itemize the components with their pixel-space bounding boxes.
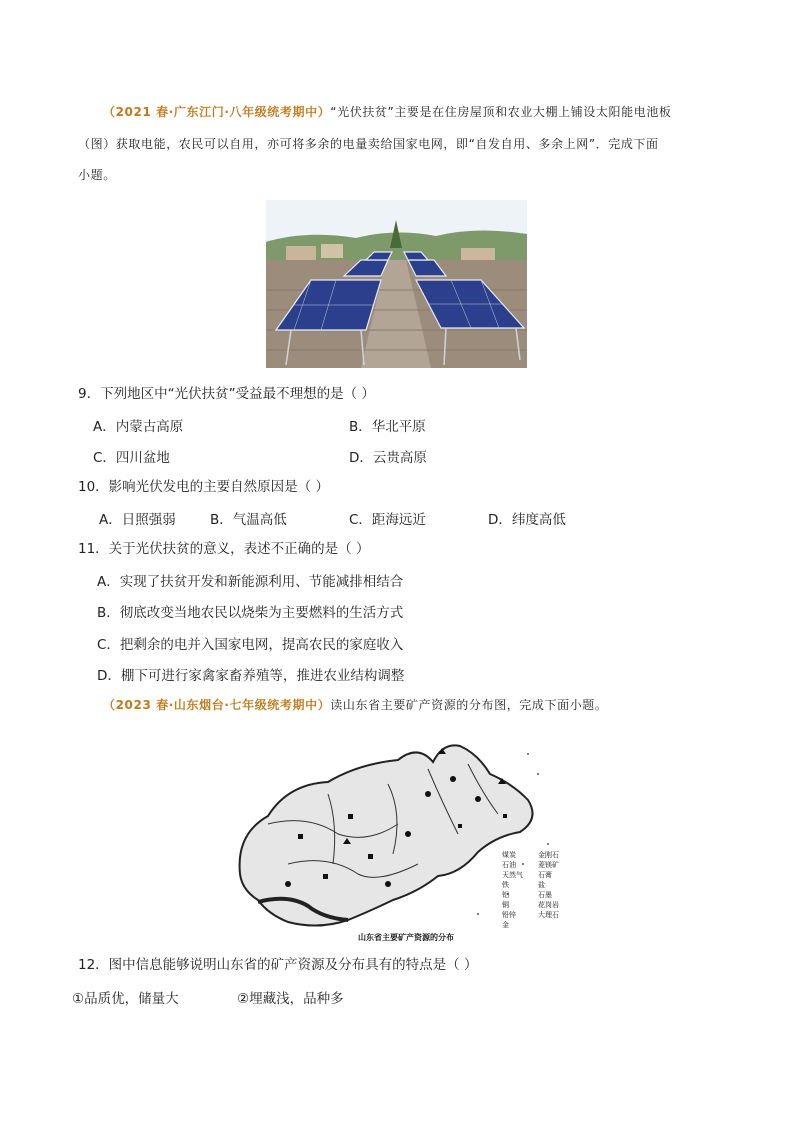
question-12-stem: 12．图中信息能够说明山东省的矿产资源及分布具有的特点是（ ） (78, 957, 478, 973)
passage1-line2: （图）获取电能，农民可以自用，亦可将多余的电量卖给国家电网，即“自发自用、多余上网”．完成下面 (78, 137, 659, 151)
question-10-stem: 10．影响光伏发电的主要自然原因是（ ） (78, 479, 329, 495)
legend-item: 煤炭 (502, 851, 516, 859)
q12-option-2[interactable]: ②埋藏浅，品种多 (237, 991, 344, 1007)
question-9-stem: 9．下列地区中“光伏扶贫”受益最不理想的是（ ） (78, 386, 375, 402)
question-11-stem: 11．关于光伏扶贫的意义，表述不正确的是（ ） (78, 541, 370, 557)
q11-option-a[interactable]: A．实现了扶贫开发和新能源利用、节能减排相结合 (97, 574, 404, 590)
q9-option-c[interactable]: C．四川盆地 (93, 450, 170, 466)
legend-item: 菱镁矿 (538, 861, 559, 869)
source-tag-2023: （2023 春·山东烟台·七年级统考期中） (103, 698, 331, 712)
legend-item: 花岗岩 (538, 901, 559, 909)
q11-option-b[interactable]: B．彻底改变当地农民以烧柴为主要燃料的生活方式 (97, 605, 404, 621)
solar-panel-photo (266, 200, 527, 368)
legend-item: 金刚石 (538, 851, 559, 859)
passage1-line3: 小题。 (78, 168, 116, 182)
legend-item: 金 (502, 921, 509, 929)
q9-option-a[interactable]: A．内蒙古高原 (93, 419, 184, 435)
q12-option-1[interactable]: ①品质优，储量大 (72, 991, 179, 1007)
source-tag-2021: （2021 春·广东江门·八年级统考期中） (103, 105, 331, 119)
passage2-line (103, 695, 608, 715)
passage1-line1 (103, 102, 672, 122)
q10-option-a[interactable]: A．日照强弱 (99, 512, 176, 528)
q10-option-c[interactable]: C．距海远近 (349, 512, 426, 528)
passage2-text: 读山东省主要矿产资源的分布图，完成下面小题。 (330, 698, 608, 712)
legend-item: 铝 (502, 891, 509, 899)
legend-item: 石墨 (538, 891, 552, 899)
legend-item: 铅锌 (502, 911, 516, 919)
legend-item: 铜 (502, 901, 509, 909)
q11-option-d[interactable]: D．棚下可进行家禽家畜养殖等，推进农业结构调整 (97, 668, 405, 684)
legend-item: 盐 (538, 881, 545, 889)
q11-option-c[interactable]: C．把剩余的电并入国家电网，提高农民的家庭收入 (97, 637, 404, 653)
legend-item: 天然气 (502, 871, 523, 879)
legend-item: 石油 (502, 861, 516, 869)
q10-option-b[interactable]: B．气温高低 (210, 512, 287, 528)
legend-item: 石膏 (538, 871, 552, 879)
q9-option-b[interactable]: B．华北平原 (349, 419, 426, 435)
legend-item: 铁 (502, 881, 509, 889)
legend-item: 大理石 (538, 911, 559, 919)
q10-option-d[interactable]: D．纬度高低 (488, 512, 566, 528)
shandong-mineral-map (228, 724, 568, 946)
q9-option-d[interactable]: D．云贵高原 (349, 450, 427, 466)
passage1-text-line1: “光伏扶贫”主要是在住房屋顶和农业大棚上铺设太阳能电池板 (330, 105, 672, 119)
map-caption: 山东省主要矿产资源的分布 (358, 933, 454, 942)
